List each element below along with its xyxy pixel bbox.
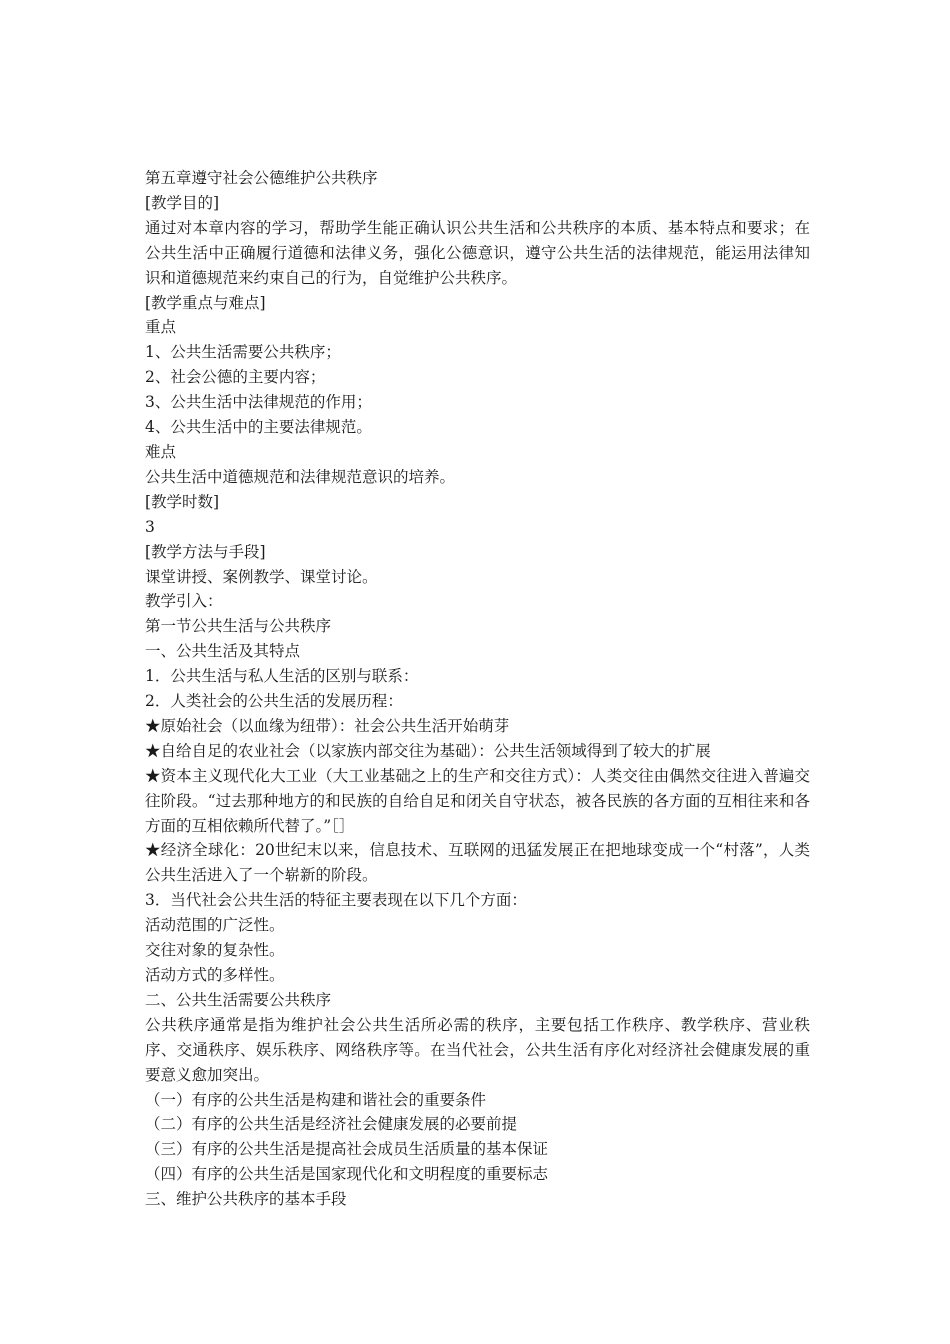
numbered-item: 3．当代社会公共生活的特征主要表现在以下几个方面：: [145, 891, 527, 910]
star-item: ★经济全球化：20世纪末以来，信息技术、互联网的迅猛发展正在把地球变成一个“村落”，人类公共生活进入了一个崭新的阶段。: [145, 841, 810, 885]
public-order-paragraph: 公共秩序通常是指为维护社会公共生活所必需的秩序，主要包括工作秩序、教学秩序、营业秩序、交通秩序、娱乐秩序、网络秩序等。在当代社会，公共生活有序化对经济社会健康发展的重要意义愈加突出。: [145, 1015, 810, 1084]
list-item: （四）有序的公共生活是国家现代化和文明程度的重要标志: [145, 1165, 549, 1184]
star-item: ★自给自足的农业社会（以家族内部交往为基础）：公共生活领域得到了较大的扩展: [145, 741, 711, 760]
feature-item: 活动范围的广泛性。: [145, 916, 285, 935]
chapter-title: 第五章遵守社会公德维护公共秩序: [145, 169, 378, 187]
section-heading-teaching-purpose: [教学目的]: [145, 193, 220, 212]
hours-value: 3: [145, 517, 155, 536]
subsection-heading: 二、公共生活需要公共秩序: [145, 990, 332, 1009]
section-one-title: 第一节公共生活与公共秩序: [145, 617, 332, 636]
introduction-label: 教学引入：: [145, 592, 223, 611]
list-item: （二）有序的公共生活是经济社会健康发展的必要前提: [145, 1115, 518, 1134]
key-point-item: 4、公共生活中的主要法律规范。: [145, 418, 372, 437]
star-item: ★资本主义现代化大工业（大工业基础之上的生产和交往方式）：人类交往由偶然交往进入普遍交往阶段。“过去那种地方的和民族的自给自足和闭关自守状态，被各民族的各方面的互相往来和各方面的互相依赖所代替了。”［］: [145, 766, 810, 835]
list-item: （一）有序的公共生活是构建和谐社会的重要条件: [145, 1090, 487, 1109]
numbered-item: 1．公共生活与私人生活的区别与联系：: [145, 667, 419, 686]
difficulty-item: 公共生活中道德规范和法律规范意识的培养。: [145, 467, 456, 486]
difficulty-label: 难点: [145, 442, 177, 461]
star-item: ★原始社会（以血缘为纽带）：社会公共生活开始萌芽: [145, 716, 510, 735]
key-points-label: 重点: [145, 318, 177, 337]
teaching-purpose-paragraph: 通过对本章内容的学习，帮助学生能正确认识公共生活和公共秩序的本质、基本特点和要求；在公共生活中正确履行道德和法律义务，强化公德意识，遵守公共生活的法律规范，能运用法律知识和道德规范来约束自己的行为，自觉维护公共秩序。: [145, 218, 810, 287]
section-heading-methods: [教学方法与手段]: [145, 542, 266, 561]
feature-item: 活动方式的多样性。: [145, 966, 285, 984]
methods-text: 课堂讲授、案例教学、课堂讨论。: [145, 567, 378, 586]
key-point-item: 1、公共生活需要公共秩序；: [145, 343, 341, 362]
list-item: （三）有序的公共生活是提高社会成员生活质量的基本保证: [145, 1140, 549, 1159]
numbered-item: 2．人类社会的公共生活的发展历程：: [145, 692, 403, 711]
section-heading-key-points: [教学重点与难点]: [145, 293, 266, 312]
subsection-heading: 一、公共生活及其特点: [145, 642, 301, 661]
document-body: [145, 166, 810, 1212]
subsection-heading: 三、维护公共秩序的基本手段: [145, 1190, 347, 1209]
key-point-item: 2、社会公德的主要内容；: [145, 368, 326, 387]
key-point-item: 3、公共生活中法律规范的作用；: [145, 393, 372, 412]
section-heading-hours: [教学时数]: [145, 492, 220, 511]
feature-item: 交往对象的复杂性。: [145, 941, 285, 960]
